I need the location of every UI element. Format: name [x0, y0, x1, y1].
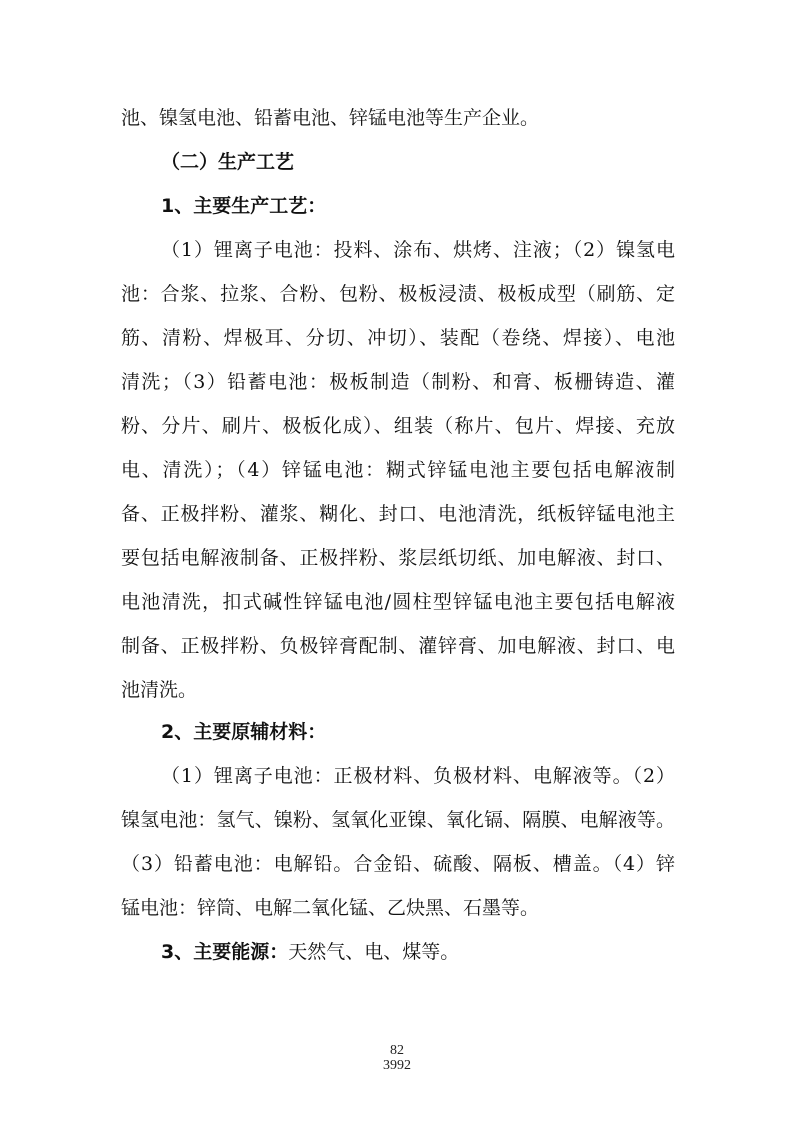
materials-line: 镍氢电池：氢气、镍粉、氢氧化亚镍、氧化镉、隔膜、电解液等。 — [121, 809, 675, 831]
process-line: 电池清洗，扣式碱性锌锰电池/圆柱型锌锰电池主要包括电解液 — [121, 591, 675, 613]
materials-line: （1）锂离子电池：正极材料、负极材料、电解液等。（2） — [161, 765, 675, 787]
process-line: 要包括电解液制备、正极拌粉、浆层纸切纸、加电解液、封口、 — [121, 547, 675, 569]
document-number: 3992 — [383, 1058, 411, 1073]
page-number: 82 — [390, 1043, 404, 1058]
section-title: （二）生产工艺 — [161, 151, 295, 173]
materials-line: 锰电池：锌筒、电解二氧化锰、乙炔黑、石墨等。 — [121, 897, 540, 919]
paragraph-intro-tail: 池、镍氢电池、铅蓄电池、锌锰电池等生产企业。 — [121, 107, 540, 129]
energy-paragraph — [161, 940, 675, 964]
process-line: 池清洗。 — [121, 679, 198, 701]
process-line: 清洗；（3）铅蓄电池：极板制造（制粉、和膏、板栅铸造、灌 — [121, 371, 675, 393]
process-line: 备、正极拌粉、灌浆、糊化、封口、电池清洗，纸板锌锰电池主 — [121, 503, 675, 525]
subsection-title-materials: 2、主要原辅材料： — [161, 721, 327, 743]
materials-line: （3）铅蓄电池：电解铅。合金铅、硫酸、隔板、槽盖。（4）锌 — [121, 853, 675, 875]
subsection-title-process: 1、主要生产工艺： — [161, 195, 327, 217]
process-line: 制备、正极拌粉、负极锌膏配制、灌锌膏、加电解液、封口、电 — [121, 635, 675, 657]
process-line: 电、清洗）；（4）锌锰电池：糊式锌锰电池主要包括电解液制 — [121, 459, 675, 481]
process-line: 粉、分片、刷片、极板化成）、组装（称片、包片、焊接、充放 — [121, 415, 675, 437]
energy-text: 天然气、电、煤等。 — [288, 941, 460, 963]
process-line: （1）锂离子电池：投料、涂布、烘烤、注液；（2）镍氢电 — [161, 239, 675, 261]
process-line: 池：合浆、拉浆、合粉、包粉、极板浸渍、极板成型（刷筋、定 — [121, 283, 675, 305]
process-line: 筋、清粉、焊极耳、分切、冲切）、装配（卷绕、焊接）、电池 — [121, 327, 675, 349]
subsection-title-energy: 3、主要能源： — [161, 941, 289, 963]
